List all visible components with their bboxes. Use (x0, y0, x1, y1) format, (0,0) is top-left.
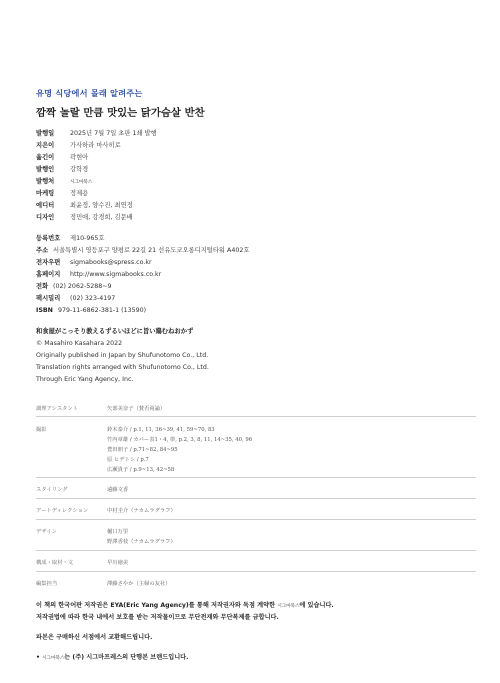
brand-footer: • 시그마북스는 (주) 시그마프레스의 단행본 브랜드입니다. (36, 654, 189, 661)
staff-value: 野澤香枝（ナカムラグラフ） (107, 539, 176, 545)
staff-label: 調理アシスタント (36, 406, 79, 412)
original-line: Translation rights arranged with Shufunotomo Co., Ltd. (36, 364, 209, 371)
credit-row: 발행일 2025년 7월 7일 초판 1쇄 발행 (36, 130, 157, 137)
staff-value: 広瀬貴子 / p.9~13, 42~58 (107, 467, 175, 473)
staff-label: スタイリング (36, 487, 68, 493)
divider (36, 498, 476, 499)
staff-label: アートディレクション (36, 508, 89, 514)
original-title: 和食屋がこっそり教えるずるいほどに旨い鶏むねおかず (36, 328, 194, 335)
registration-row: 주소 서울특별시 영등포구 양평로 22길 21 선유도코오롱디지털타워 A402호 (36, 247, 250, 254)
original-line: Through Eric Yang Agency, Inc. (36, 376, 134, 383)
credit-row: 발행처 시그마북스 (36, 178, 93, 185)
staff-value: 中村圭介（ナカムラグラフ） (107, 508, 176, 514)
original-line: Originally published in Japan by Shufunotomo Co., Ltd. (36, 352, 209, 359)
staff-value: 樋口万里 (107, 529, 129, 535)
staff-value: 遠藤文香 (107, 487, 129, 493)
registration-row: ISBN 979-11-6862-381-1 (13590) (36, 307, 147, 314)
divider (36, 550, 476, 551)
credit-row: 에디터 최윤정, 양수진, 최연정 (36, 202, 133, 209)
exchange-notice: 파본은 구매하신 서점에서 교환해드립니다. (36, 634, 153, 641)
registration-row: 홈페이지 http://www.sigmabooks.co.kr (36, 271, 162, 278)
staff-value: 豊田朋子 / p.71~82, 84~95 (107, 447, 178, 453)
divider (36, 477, 476, 478)
staff-label: 編集担当 (36, 581, 58, 587)
staff-value: 竹内章雄 / カバー表1・4, 帯, p.2, 3, 8, 11, 14~35, 40, 96 (107, 437, 253, 443)
copyright-notice: 저작권법에 따라 한국 내에서 보호를 받는 저작물이므로 무단전재와 무단복제를 금합니다. (36, 614, 279, 621)
original-line: © Masahiro Kasahara 2022 (36, 340, 123, 347)
staff-label: 構成・取材・文 (36, 560, 74, 566)
credit-row: 지은이 가사하라 마사히로 (36, 142, 121, 149)
registration-row: 전자우편 sigmabooks@spress.co.kr (36, 259, 152, 266)
credit-row: 디자인 정민애, 강경희, 김문배 (36, 214, 133, 221)
credit-row: 발행인 강학경 (36, 166, 89, 173)
credit-row: 마케팅 정제용 (36, 190, 89, 197)
credit-row: 옮긴이 곽현아 (36, 154, 89, 161)
divider (36, 571, 476, 572)
staff-label: デザイン (36, 529, 57, 535)
book-subtitle: 유명 식당에서 몰래 알려주는 (36, 88, 143, 98)
book-title: 깜짝 놀랄 만큼 맛있는 닭가슴살 반찬 (36, 107, 205, 119)
divider (36, 519, 476, 520)
rights-notice: 이 책의 한국어판 저작권은 EYA(Eric Yang Agency)를 통해 저작권자와 독점 계약한 시그마북스에 있습니다. (36, 602, 334, 609)
staff-value: 原 ヒデトシ / p.7 (107, 457, 149, 463)
staff-value: 澤藤さやか（主婦の友社） (107, 581, 171, 587)
registration-row: 등록번호 제10-965호 (36, 235, 105, 242)
registration-row: 팩시밀리 (02) 323-4197 (36, 295, 116, 302)
registration-row: 전화 (02) 2062-5288~9 (36, 283, 112, 290)
staff-value: 早川徳美 (107, 560, 129, 566)
staff-value: 鈴木泰介 / p.1, 11, 36~39, 41, 59~70, 83 (107, 427, 215, 433)
staff-label: 撮影 (36, 427, 47, 433)
staff-value: 矢部美奈子（賛否両論） (107, 406, 166, 412)
divider (36, 416, 476, 417)
